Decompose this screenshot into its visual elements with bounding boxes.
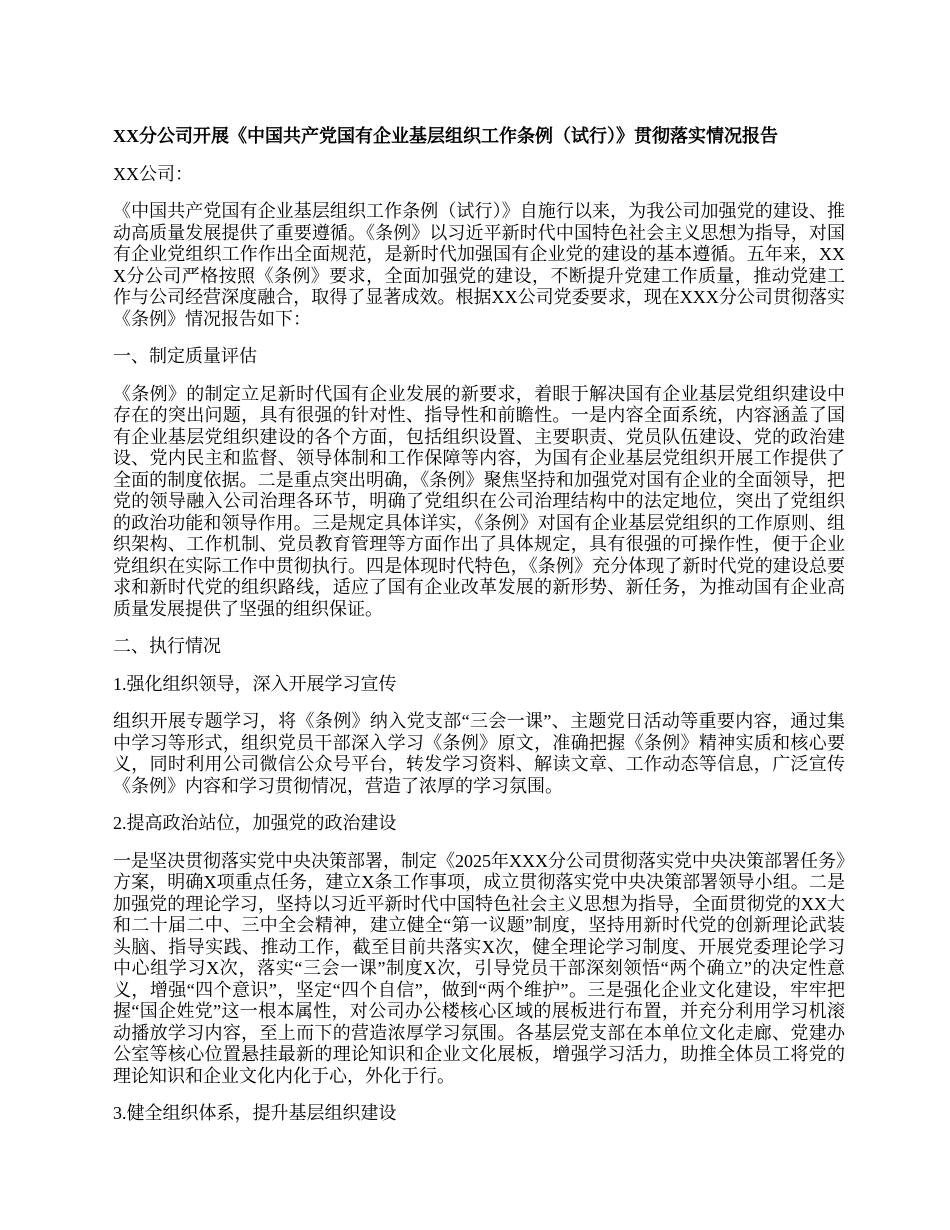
- subheading-1: 1.强化组织领导，深入开展学习宣传: [113, 673, 397, 694]
- section-one-paragraph: 《条例》的制定立足新时代国有企业发展的新要求，着眼于解决国有企业基层党组织建设中存在的突出问题，具有很强的针对性、指导性和前瞻性。一是内容全面系统，内容涵盖了国有企业基层党组织建设的各个方面，包括组织设置、主要职责、党员队伍建设、党的政治建设、党内民主和监督、领导体制和工作保障等内容，为国有企业基层党组织开展工作提供了全面的制度依据。二是重点突出明确，《条例》聚焦坚持和加强党对国有企业的全面领导，把党的领导融入公司治理各环节，明确了党组织在公司治理结构中的法定地位，突出了党组织的政治功能和领导作用。三是规定具体详实，《条例》对国有企业基层党组织的工作原则、组织架构、工作机制、党员教育管理等方面作出了具体规定，具有很强的可操作性，便于企业党组织在实际工作中贯彻执行。四是体现时代特色，《条例》充分体现了新时代党的建设总要求和新时代党的组织路线，适应了国有企业改革发展的新形势、新任务，为推动国有企业高质量发展提供了坚强的组织保证。: [113, 383, 845, 619]
- subsection-2-paragraph: 一是坚决贯彻落实党中央决策部署，制定《2025年XXX分公司贯彻落实党中央决策部署任务》方案，明确X项重点任务，建立X条工作事项，成立贯彻落实党中央决策部署领导小组。二是加强党的理论学习，坚持以习近平新时代中国特色社会主义思想为指导，全面贯彻党的XX大和二十届二中、三中全会精神，建立健全“第一议题”制度，坚持用新时代党的创新理论武装头脑、指导实践、推动工作，截至目前共落实X次，健全理论学习制度、开展党委理论学习中心组学习X次，落实“三会一课”制度X次，引导党员干部深刻领悟“两个确立”的决定性意义，增强“四个意识”，坚定“四个自信”，做到“两个维护”。三是强化企业文化建设，牢牢把握“国企姓党”这一根本属性，对公司办公楼核心区域的展板进行布置，并充分利用学习机滚动播放学习内容，至上而下的营造浓厚学习氛围。各基层党支部在本单位文化走廊、党建办公室等核心位置悬挂最新的理论知识和企业文化展板，增强学习活力，助推全体员工将党的理论知识和企业文化内化于心，外化于行。: [113, 850, 845, 1086]
- section-heading-two: 二、执行情况: [113, 636, 221, 656]
- intro-paragraph: 《中国共产党国有企业基层组织工作条例（试行）》自施行以来，为我公司加强党的建设、推动高质量发展提供了重要遵循。《条例》以习近平新时代中国特色社会主义思想为指导，对国有企业党组织工作作出全面规范，是新时代加强国有企业党的建设的基本遵循。五年来，XXX分公司严格按照《条例》要求，全面加强党的建设，不断提升党建工作质量，推动党建工作与公司经营深度融合，取得了显著成效。根据XX公司党委要求，现在XXX分公司贯彻落实《条例》情况报告如下：: [113, 201, 845, 329]
- salutation: XX公司：: [113, 163, 193, 184]
- subheading-3: 3.健全组织体系，提升基层组织建设: [113, 1103, 397, 1123]
- subsection-1-paragraph: 组织开展专题学习，将《条例》纳入党支部“三会一课”、主题党日活动等重要内容，通过集中学习等形式，组织党员干部深入学习《条例》原文，准确把握《条例》精神实质和核心要义，同时利用公司微信公众号平台，转发学习资料、解读文章、工作动态等信息，广泛宣传《条例》内容和学习贯彻情况，营造了浓厚的学习氛围。: [113, 711, 845, 796]
- section-heading-one: 一、制定质量评估: [113, 346, 257, 366]
- document-title: XX分公司开展《中国共产党国有企业基层组织工作条例（试行）》贯彻落实情况报告: [113, 126, 778, 146]
- subheading-2: 2.提高政治站位，加强党的政治建设: [113, 813, 397, 833]
